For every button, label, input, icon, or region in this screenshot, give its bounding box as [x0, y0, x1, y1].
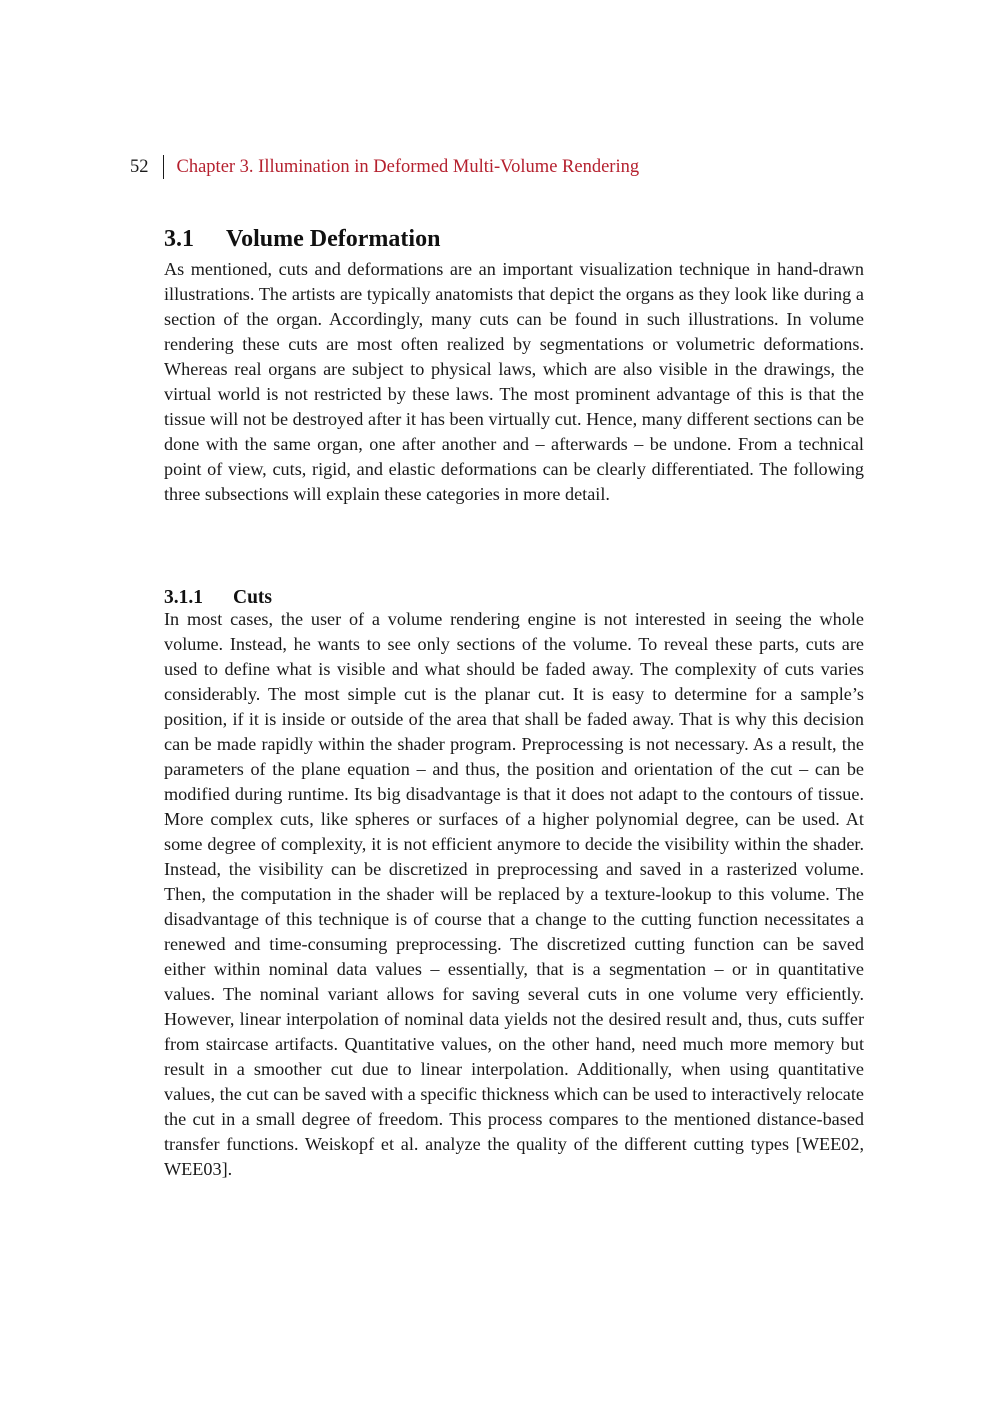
- subsection-number: 3.1.1: [164, 586, 203, 608]
- section-title: Volume Deformation: [226, 225, 441, 252]
- chapter-title: Chapter 3. Illumination in Deformed Multi-Volume Rendering: [176, 156, 640, 177]
- running-header: [130, 154, 639, 180]
- subsection-body-paragraph: In most cases, the user of a volume rendering engine is not interested in seeing the whole volume. Instead, he wants to see only sections of the volume. To reveal these parts, cuts are used to define what is visible and what should be faded away. The complexity of cuts varies considerably. The most simple cut is the planar cut. It is easy to determine for a sample’s position, if it is inside or outside of the area that shall be faded away. That is why this decision can be made rapidly within the shader program. Preprocessing is not necessary. As a result, the parameters of the plane equation – and thus, the position and orientation of the cut – can be modified during runtime. Its big disadvantage is that it does not adapt to the contours of tissue. More complex cuts, like spheres or surfaces of a higher polynomial degree, can be used. At some degree of complexity, it is not efficient anymore to decide the visibility within the shader. Instead, the visibility can be discretized in preprocessing and saved in a rasterized volume. Then, the computation in the shader will be replaced by a texture-lookup to this volume. The disadvantage of this technique is of course that a change to the cutting function necessitates a renewed and time-consuming preprocessing. The discretized cutting function can be saved either within nominal data values – essentially, that is a segmentation – or in quantitative values. The nominal variant allows for saving several cuts in one volume very efficiently. However, linear interpolation of nominal data yields not the desired result and, thus, cuts suffer from staircase artifacts. Quantitative values, on the other hand, need much more memory but result in a smoother cut due to linear interpolation. Additionally, when using quantitative values, the cut can be saved with a specific thickness which can be used to interactively relocate the cut in a small degree of freedom. This process compares to the mentioned distance-based transfer functions. Weiskopf et al. analyze the quality of the different cutting types [WEE02, WEE03].: [164, 609, 864, 1179]
- section-number: 3.1: [164, 225, 194, 252]
- section-body-paragraph: As mentioned, cuts and deformations are an important visualization technique in hand-drawn illustrations. The artists are typically anatomists that depict the organs as they look like during a section of the organ. Accordingly, many cuts can be found in such illustrations. In volume rendering these cuts are most often realized by segmentations or volumetric deformations. Whereas real organs are subject to physical laws, which are also visible in the drawings, the virtual world is not restricted by these laws. The most prominent advantage of this is that the tissue will not be destroyed after it has been virtually cut. Hence, many different sections can be done with the same organ, one after another and – afterwards – be undone. From a technical point of view, cuts, rigid, and elastic deformations can be clearly differentiated. The following three subsections will explain these categories in more detail.: [164, 259, 864, 504]
- section-heading: [164, 226, 440, 253]
- header-divider: [163, 155, 164, 179]
- page-number: 52: [130, 156, 149, 177]
- subsection-heading: [164, 587, 272, 609]
- subsection-title: Cuts: [233, 586, 273, 608]
